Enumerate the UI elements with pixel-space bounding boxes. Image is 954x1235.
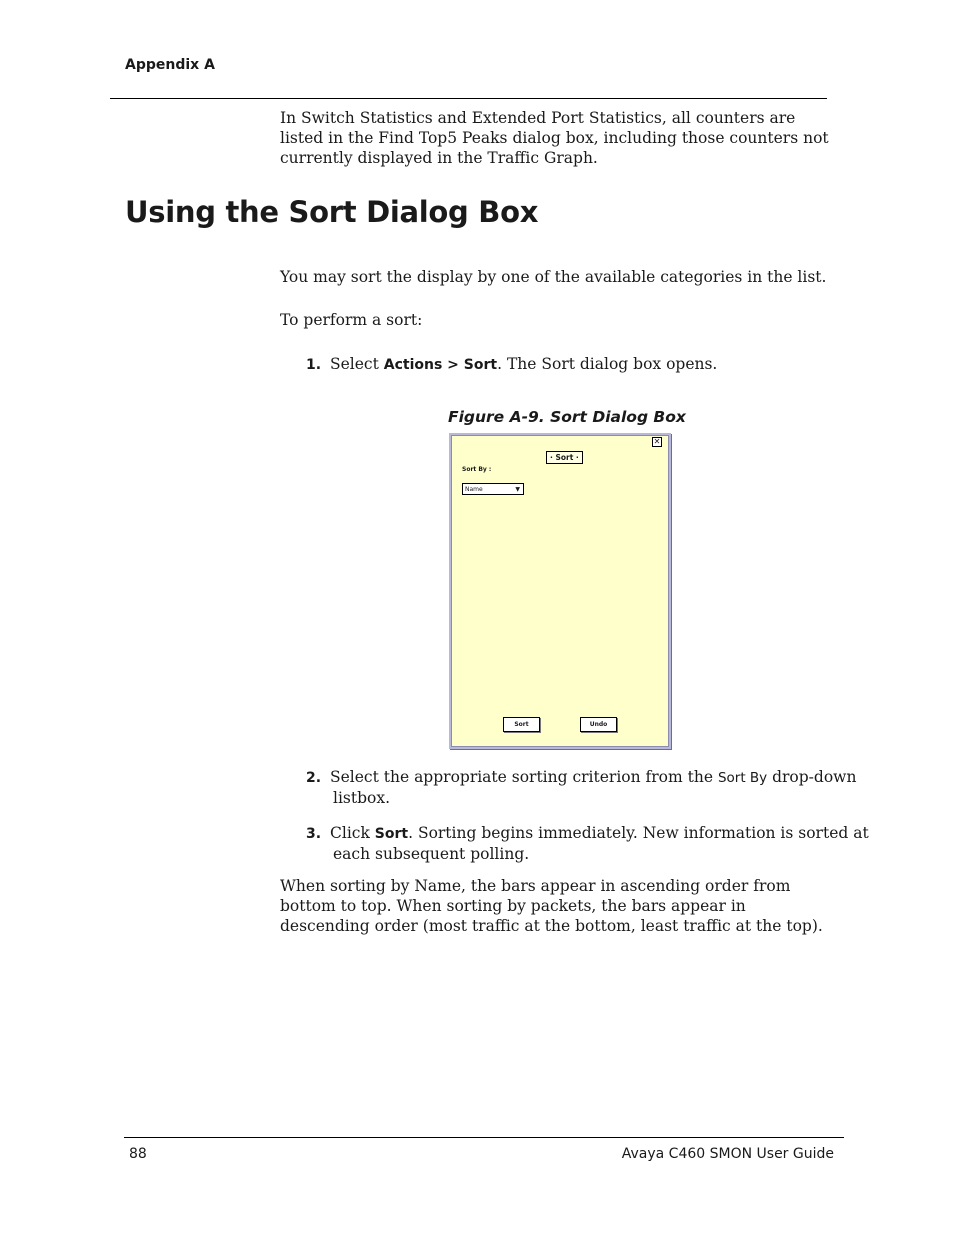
step-text-pre: Click — [330, 824, 375, 842]
close-icon[interactable]: ✕ — [653, 437, 661, 446]
step-number: 1. — [306, 357, 322, 373]
footer-rule — [124, 1137, 844, 1138]
perform-sort-paragraph: To perform a sort: — [280, 311, 423, 329]
menu-path: Actions > Sort — [383, 357, 498, 373]
figure-caption: Figure A-9. Sort Dialog Box — [448, 408, 686, 426]
sort-by-dropdown[interactable] — [462, 483, 524, 495]
selected-option: Name — [465, 486, 483, 493]
step-2 — [306, 767, 873, 808]
page-number: 88 — [129, 1146, 147, 1162]
step-text-post: . Sorting begins immediately. New information is sorted at each subsequent polling. — [333, 824, 869, 863]
step-number: 3. — [306, 826, 322, 842]
section-heading: Using the Sort Dialog Box — [125, 195, 539, 229]
chevron-down-icon: ▼ — [515, 486, 520, 493]
closing-paragraph: When sorting by Name, the bars appear in ascending order from bottom to top. When sorting by packets, the bars appear in descending order (most traffic at the bottom, least traffic at the top). — [280, 877, 823, 935]
intro-paragraph: In Switch Statistics and Extended Port Statistics, all counters are listed in the Find Top5 Peaks dialog box, including those counters not currently displayed in the Traffic Graph. — [280, 109, 829, 167]
step-1 — [306, 354, 873, 375]
step-text-pre: Select — [330, 355, 384, 373]
undo-button[interactable]: Undo — [580, 717, 617, 732]
step-text-post: drop-down listbox. — [333, 768, 857, 807]
step-number: 2. — [306, 770, 322, 786]
sort-by-label: Sort By : — [462, 466, 492, 473]
sort-dialog — [449, 433, 671, 749]
dialog-title: · Sort · — [546, 451, 583, 464]
step-text-post: . The Sort dialog box opens. — [497, 355, 718, 373]
sort-intro-paragraph: You may sort the display by one of the available categories in the list. — [280, 268, 827, 286]
document-title: Avaya C460 SMON User Guide — [621, 1146, 834, 1162]
step-text-pre: Select the appropriate sorting criterion from the — [330, 768, 718, 786]
header-rule — [110, 98, 827, 99]
sort-button[interactable]: Sort — [503, 717, 540, 732]
running-header: Appendix A — [125, 57, 215, 73]
field-name: Sort By — [717, 770, 768, 786]
step-3 — [306, 823, 873, 864]
button-name: Sort — [374, 826, 409, 842]
